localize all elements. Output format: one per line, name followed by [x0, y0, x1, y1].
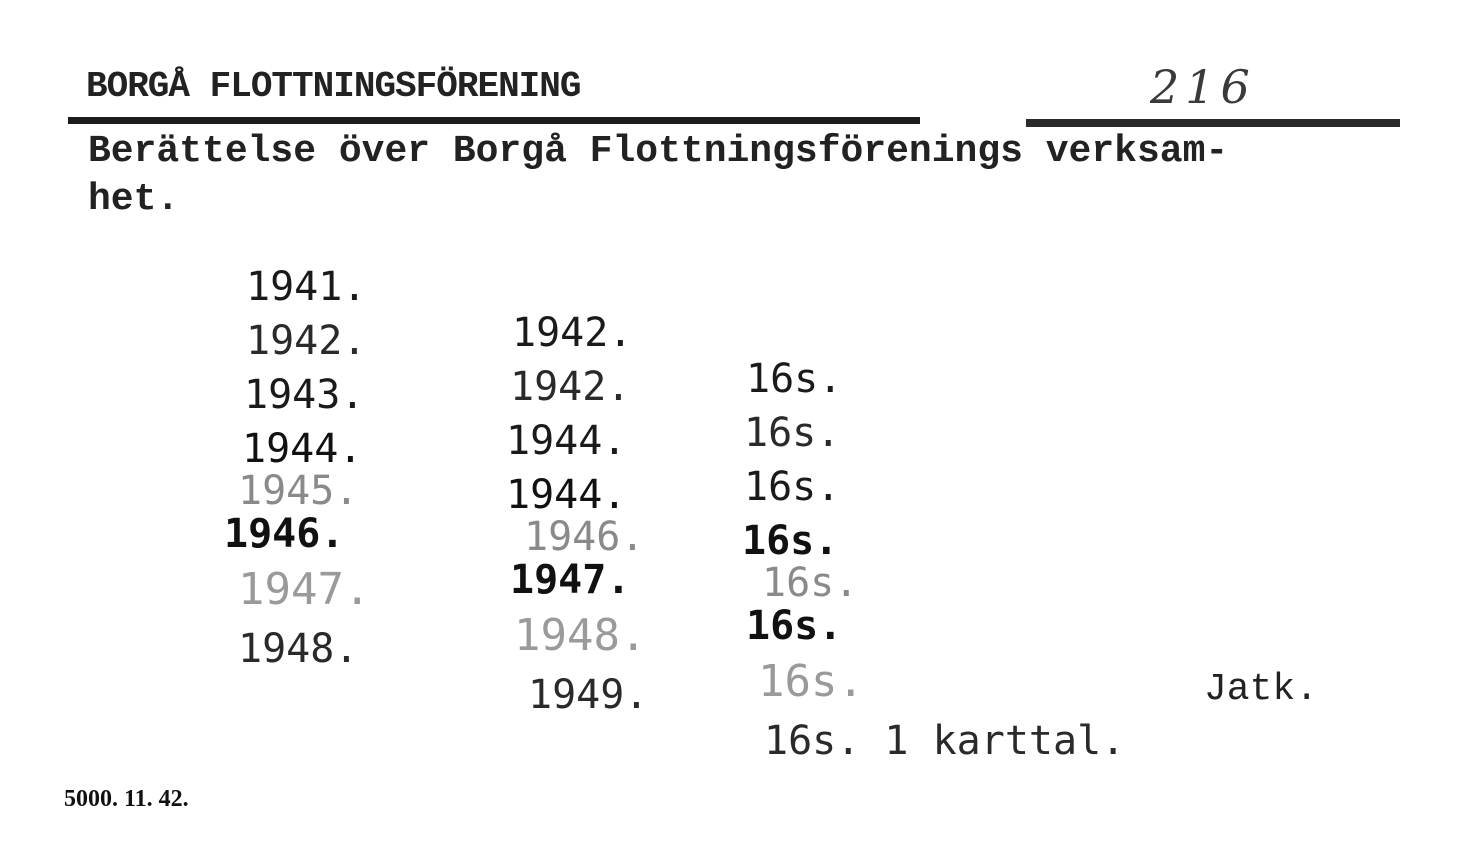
entry-pages: 16s.	[758, 656, 864, 707]
continued-marker: Jatk.	[1204, 668, 1319, 711]
entry-year: 1947.	[238, 564, 371, 615]
entry-published: 1949.	[528, 672, 649, 718]
description-line-1: Berättelse över Borgå Flottningsförenings verksam-	[88, 130, 1229, 173]
entry-published: 1947.	[510, 557, 631, 603]
entry-year: 1941.	[246, 264, 367, 310]
entry-year: 1943.	[244, 372, 365, 418]
description	[88, 128, 1228, 224]
entry-published: 1944.	[506, 418, 627, 464]
entry-pages: 16s.	[746, 356, 843, 402]
entry-pages: 16s. 1 karttal.	[764, 718, 1126, 764]
entry-pages: 16s.	[762, 560, 859, 606]
card-number-underline	[1026, 119, 1400, 127]
entry-published: 1946.	[524, 514, 645, 560]
entry-pages: 16s.	[742, 518, 839, 564]
title-underline	[68, 117, 920, 124]
entry-published: 1948.	[514, 610, 647, 661]
entry-pages: 16s.	[744, 464, 841, 510]
entry-pages: 16s.	[746, 603, 843, 649]
entry-year: 1948.	[238, 626, 359, 672]
entry-published: 1944.	[506, 472, 627, 518]
entry-pages: 16s.	[744, 410, 841, 456]
card-number: 216	[1150, 60, 1256, 114]
entry-published: 1942.	[510, 364, 631, 410]
entry-year: 1942.	[246, 318, 367, 364]
card-title: BORGÅ FLOTTNINGSFÖRENING	[86, 66, 581, 107]
entry-year: 1945.	[238, 468, 359, 514]
entry-year: 1946.	[224, 511, 345, 557]
description-line-2: het.	[88, 178, 180, 221]
print-code: 5000. 11. 42.	[64, 786, 189, 812]
entry-published: 1942.	[512, 310, 633, 356]
entry-year: 1944.	[242, 426, 363, 472]
